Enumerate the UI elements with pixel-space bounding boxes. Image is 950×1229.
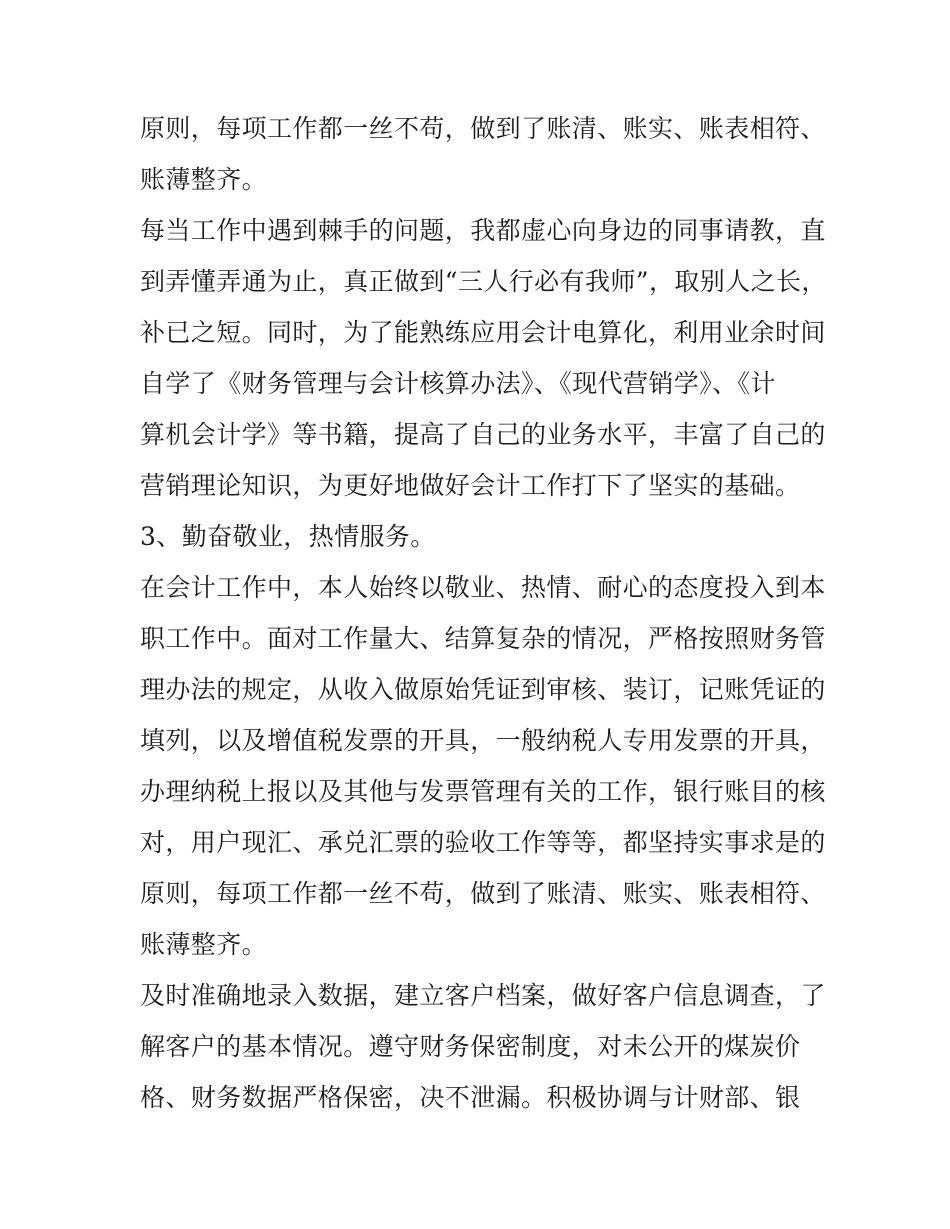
text-line: 格、财务数据严格保密，决不泄漏。积极协调与计财部、银: [140, 1083, 801, 1112]
text-line: 理办法的规定，从收入做原始凭证到审核、装订，记账凭证的: [140, 675, 826, 704]
text-line: 自学了《财务管理与会计核算办法》、《现代营销学》、《计: [140, 369, 776, 398]
text-line: 解客户的基本情况。遵守财务保密制度，对未公开的煤炭价: [140, 1032, 801, 1061]
text-line: 账薄整齐。: [140, 165, 268, 194]
text-line: 账薄整齐。: [140, 930, 268, 959]
text-line: 补已之短。同时，为了能熟练应用会计电算化，利用业余时间: [140, 318, 826, 347]
body-text: [140, 103, 827, 1123]
text-line: 营销理论知识，为更好地做好会计工作打下了坚实的基础。: [140, 471, 801, 500]
text-line: 职工作中。面对工作量大、结算复杂的情况，严格按照财务管: [140, 624, 826, 653]
text-line: 算机会计学》等书籍，提高了自己的业务水平，丰富了自己的: [140, 420, 826, 449]
section-heading: 3、勤奋敬业，热情服务。: [140, 522, 436, 551]
text-line: 及时准确地录入数据，建立客户档案，做好客户信息调查，了: [140, 981, 826, 1010]
text-line: 对，用户现汇、承兑汇票的验收工作等等，都坚持实事求是的: [140, 828, 826, 857]
text-line: 原则，每项工作都一丝不苟，做到了账清、账实、账表相符、: [140, 114, 826, 143]
text-line: 在会计工作中，本人始终以敬业、热情、耐心的态度投入到本: [140, 573, 826, 602]
text-line: 办理纳税上报以及其他与发票管理有关的工作，银行账目的核: [140, 777, 826, 806]
text-line: 每当工作中遇到棘手的问题，我都虚心向身边的同事请教，直: [140, 216, 826, 245]
text-line: 到弄懂弄通为止，真正做到“三人行必有我师”，取别人之长，: [140, 267, 827, 296]
text-line: 填列，以及增值税发票的开具，一般纳税人专用发票的开具，: [140, 726, 826, 755]
text-line: 原则，每项工作都一丝不苟，做到了账清、账实、账表相符、: [140, 879, 826, 908]
